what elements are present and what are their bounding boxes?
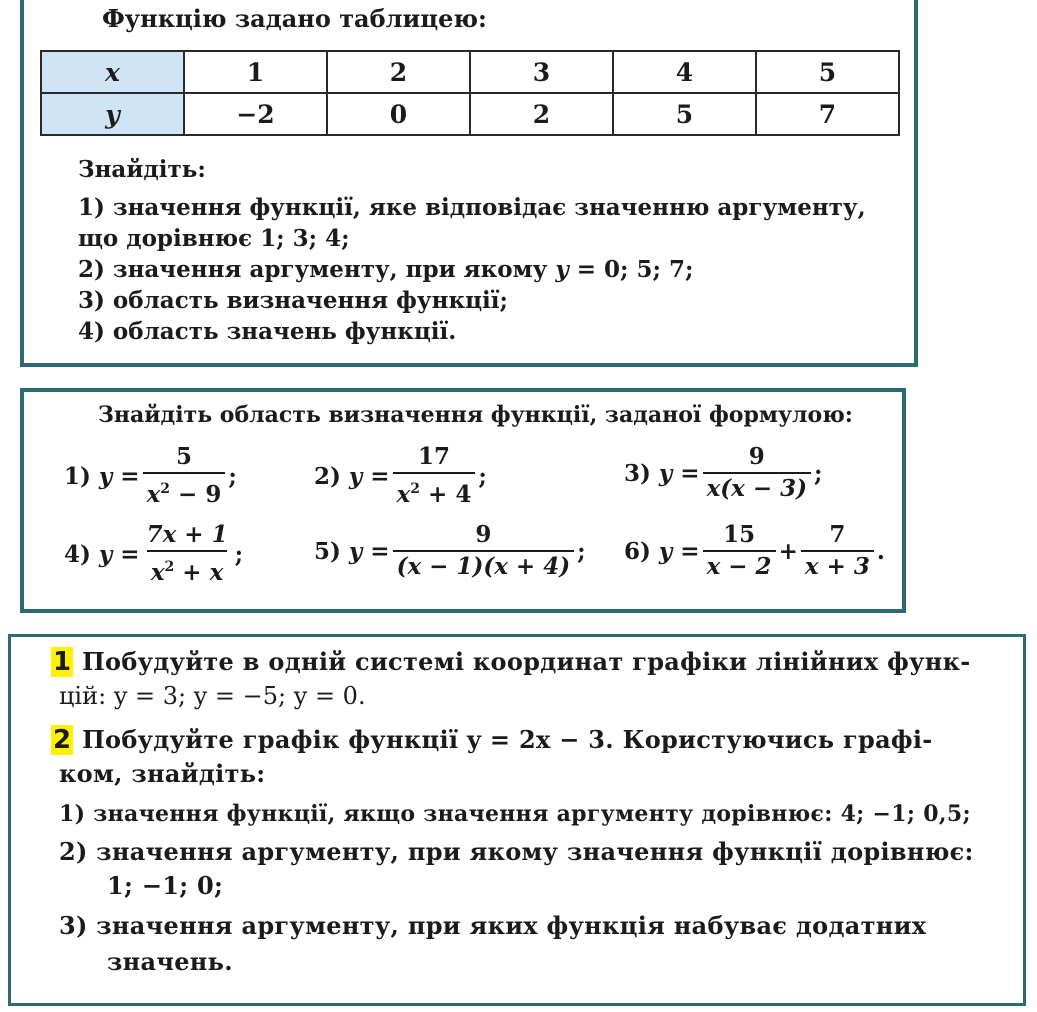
question-2-text: 2) значення аргументу, при якому — [78, 256, 556, 283]
fraction — [703, 522, 776, 580]
formula-lhs: y = — [98, 462, 140, 490]
den-rest: + 4 — [420, 481, 472, 508]
den-base: (x − 1)(x + 4) — [396, 553, 571, 580]
formula-label: 4) — [64, 540, 91, 568]
den-base: x — [396, 481, 411, 508]
formula-label: 3) — [624, 459, 651, 487]
question-3: 3) область визначення функції; — [78, 287, 509, 314]
den-exp: 2 — [164, 559, 175, 575]
table-row — [41, 93, 899, 135]
formula-4 — [64, 522, 243, 586]
formula-6 — [624, 522, 885, 580]
formula-5 — [314, 522, 586, 580]
question-1-line2: що дорівнює 1; 3; 4; — [78, 225, 350, 252]
denominator — [393, 472, 476, 508]
fraction — [703, 444, 811, 502]
formula-end: ; — [228, 462, 237, 490]
task3-item1-line2: цій: y = 3; y = −5; y = 0. — [59, 682, 366, 710]
den-base: x — [150, 559, 165, 586]
numerator: 15 — [723, 521, 756, 548]
table-cell: 3 — [470, 51, 613, 93]
table-cell: 0 — [327, 93, 470, 135]
formula-3 — [624, 444, 823, 502]
numerator: 17 — [417, 443, 450, 470]
den-base: x — [146, 481, 161, 508]
denominator — [703, 550, 776, 580]
table-cell: 2 — [327, 51, 470, 93]
function-table — [40, 50, 900, 136]
question-2-values: = 0; 5; 7; — [568, 256, 694, 283]
fraction — [393, 522, 575, 580]
table-cell: 7 — [756, 93, 899, 135]
table-cell: −2 — [184, 93, 327, 135]
formula-label: 5) — [314, 537, 341, 565]
den-base: x − 2 — [706, 553, 772, 580]
task3-item1-line1 — [51, 647, 971, 677]
den-exp: 2 — [160, 481, 171, 497]
fraction — [143, 444, 226, 508]
den-base: x + 3 — [804, 553, 870, 580]
numerator: 9 — [475, 521, 492, 548]
formula-lhs: y = — [658, 459, 700, 487]
find-label: Знайдіть: — [78, 156, 206, 183]
highlight-mark-2: 2 — [53, 725, 72, 755]
formula-end: ; — [234, 540, 244, 568]
den-base: x(x − 3) — [706, 475, 808, 502]
denominator — [147, 550, 227, 586]
formula-end: ; — [814, 459, 823, 487]
table-cell: 4 — [613, 51, 756, 93]
formula-end: ; — [577, 537, 586, 565]
table-header-y: y — [41, 93, 184, 135]
task-graph-box — [8, 634, 1026, 1006]
plus-sign: + — [778, 537, 798, 565]
formula-label: 1) — [64, 462, 91, 490]
numerator — [143, 522, 232, 550]
formula-label: 2) — [314, 462, 341, 490]
task3-item2-line1 — [51, 725, 933, 755]
table-cell: 5 — [613, 93, 756, 135]
question-1-line1: 1) значення функції, яке відповідає значенню аргументу, — [78, 194, 866, 221]
task1-title: Функцію задано таблицею: — [102, 4, 487, 33]
formula-lhs: y = — [348, 537, 390, 565]
formula-label: 6) — [624, 537, 651, 565]
denominator — [703, 472, 811, 502]
fraction — [801, 522, 874, 580]
numerator: 5 — [175, 443, 192, 470]
table-cell: 2 — [470, 93, 613, 135]
task3-question-3-line1: 3) значення аргументу, при яких функція набуває додатних — [59, 911, 927, 940]
formula-end: ; — [478, 462, 487, 490]
task-domain-box — [20, 388, 906, 613]
task3-text: Побудуйте графік функції y = 2x − 3. Користуючись графі- — [82, 725, 933, 754]
table-header-x: x — [41, 51, 184, 93]
question-4: 4) область значень функції. — [78, 318, 457, 345]
question-2 — [78, 254, 694, 285]
formula-lhs: y = — [98, 540, 140, 568]
denominator — [801, 550, 874, 580]
formula-lhs: y = — [658, 537, 700, 565]
numerator: 7 — [829, 521, 846, 548]
question-2-var: y — [555, 256, 569, 283]
fraction — [393, 444, 476, 508]
formula-2 — [314, 444, 487, 508]
denominator — [393, 550, 575, 580]
task3-question-2-line2: 1; −1; 0; — [107, 871, 224, 900]
task-table-box — [20, 0, 918, 367]
den-rest: − 9 — [170, 481, 222, 508]
numerator: 9 — [748, 443, 765, 470]
task2-title: Знайдіть область визначення функції, заданої формулою: — [98, 402, 853, 428]
task3-question-2-line1: 2) значення аргументу, при якому значення функції дорівнює: — [59, 837, 974, 866]
formula-lhs: y = — [348, 462, 390, 490]
denominator — [143, 472, 226, 508]
formula-1 — [64, 444, 237, 508]
task3-item2-line2: ком, знайдіть: — [59, 759, 266, 788]
task3-question-3-line2: значень. — [107, 947, 233, 976]
task3-text: Побудуйте в одній системі координат графіки лінійних функ- — [82, 647, 971, 676]
numerator-text: 7x + 1 — [146, 521, 228, 548]
den-rest: + x — [174, 559, 224, 586]
task3-question-1: 1) значення функції, якщо значення аргументу дорівнює: 4; −1; 0,5; — [59, 801, 971, 827]
table-cell: 5 — [756, 51, 899, 93]
table-row — [41, 51, 899, 93]
table-cell: 1 — [184, 51, 327, 93]
fraction — [143, 522, 232, 586]
den-exp: 2 — [410, 481, 421, 497]
highlight-mark-1: 1 — [53, 647, 72, 677]
formula-end: . — [876, 537, 885, 565]
